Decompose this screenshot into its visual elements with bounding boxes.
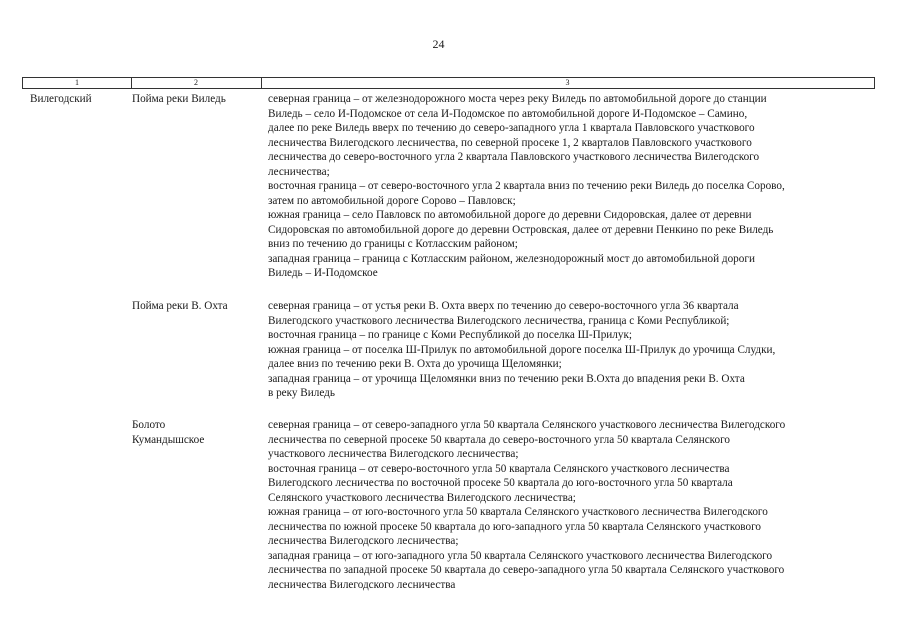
column-header-1: 1 — [75, 78, 79, 87]
description-line: в реку Виледь — [268, 387, 335, 399]
description-line: западная граница – от урочища Щеломянки вниз по течению реки В.Охта до впадения реки В. Охта — [268, 372, 745, 385]
description-line: лесничества Вилегодского лесничества, по северной просеке 1, 2 кварталов Павловского участкового — [268, 136, 752, 149]
zone-description — [268, 92, 785, 281]
description-line: восточная граница – от северо-восточного угла 2 квартала вниз по течению реки Виледь до поселка Сорово, — [268, 180, 785, 192]
description-line: участкового лесничества Вилегодского лесничества; — [268, 448, 519, 460]
zone-name-line: Кумандышское — [132, 433, 205, 446]
description-line: северная граница – от северо-западного угла 50 квартала Селянского участкового лесничества Вилегодского — [268, 419, 786, 431]
page-number: 24 — [432, 37, 445, 51]
zone-name — [132, 92, 226, 107]
description-line: Вилегодского лесничества по восточной просеке 50 квартала до юго-восточного угла 50 квартала — [268, 477, 733, 489]
description-line: западная граница – от юго-западного угла 50 квартала Селянского участкового лесничества Вилегодского — [268, 549, 773, 562]
description-line: вниз по течению до границы с Котласским районом; — [268, 238, 518, 250]
description-line: далее вниз по течению реки В. Охта до урочища Щеломянки; — [268, 358, 562, 370]
description-line: лесничества Вилегодского лесничества; — [268, 535, 459, 547]
description-line: южная граница – от юго-восточного угла 50 квартала Селянского участкового лесничества Вилегодского — [268, 506, 768, 518]
description-line: южная граница – от поселка Ш-Прилук по автомобильной дороге поселка Ш-Прилук до урочища Слудки, — [268, 343, 776, 356]
column-header-3: 3 — [565, 78, 570, 87]
zone-name-line: Болото — [132, 419, 166, 431]
description-line: северная граница – от железнодорожного моста через реку Виледь по автомобильной дороге до станции — [268, 93, 767, 105]
description-line: Виледь – И-Подомское — [268, 267, 378, 279]
zone-name — [132, 299, 228, 314]
zone-description — [268, 418, 785, 592]
description-line: затем по автомобильной дороге Сорово – Павловск; — [268, 194, 516, 207]
zone-name-line: Пойма реки Виледь — [132, 93, 226, 105]
zone-name — [132, 418, 204, 447]
description-line: западная граница – граница с Котласским районом, железнодорожный мост до автомобильной дороги — [268, 252, 755, 265]
zone-name-line: Пойма реки В. Охта — [132, 300, 228, 312]
column-header-2: 2 — [194, 78, 198, 87]
table-column-header-row — [22, 77, 875, 89]
description-line: лесничества до северо-восточного угла 2 квартала Павловского участкового лесничества Вилегодского — [268, 151, 760, 163]
description-line: лесничества по южной просеке 50 квартала до юго-западного угла 50 квартала Селянского участкового — [268, 520, 761, 533]
description-line: лесничества по западной просеке 50 квартала до северо-западного угла 50 квартала Селянского участкового — [268, 564, 785, 576]
description-line: Виледь – село И-Подомское от села И-Подомское по автомобильной дороге И-Подомское – Самино, — [268, 107, 748, 120]
description-line: Сидоровская по автомобильной дороге до деревни Островская, далее от деревни Пенкино по реке Виледь — [268, 223, 774, 236]
description-line: далее по реке Виледь вверх по течению до северо-западного угла 1 квартала Павловского участкового — [268, 122, 755, 134]
description-line: Вилегодского участкового лесничества Вилегодского лесничества, граница с Коми Республикой; — [268, 314, 730, 327]
zone-description — [268, 299, 775, 401]
description-line: северная граница – от устья реки В. Охта вверх по течению до северо-восточного угла 36 квартала — [268, 300, 739, 312]
description-line: лесничества Вилегодского лесничества — [268, 578, 456, 591]
description-line: Селянского участкового лесничества Вилегодского лесничества; — [268, 491, 576, 504]
description-line: лесничества; — [268, 165, 330, 178]
description-line: южная граница – село Павловск по автомобильной дороге до деревни Сидоровская, далее от деревни — [268, 209, 752, 221]
description-line: восточная граница – по границе с Коми Республикой до поселка Ш-Прилук; — [268, 329, 632, 341]
description-line: лесничества по северной просеке 50 квартала до северо-восточного угла 50 квартала Селянского — [268, 433, 731, 446]
description-line: восточная граница – от северо-восточного угла 50 квартала Селянского участкового лесничества — [268, 462, 730, 475]
district-name: Вилегодский — [30, 93, 92, 105]
